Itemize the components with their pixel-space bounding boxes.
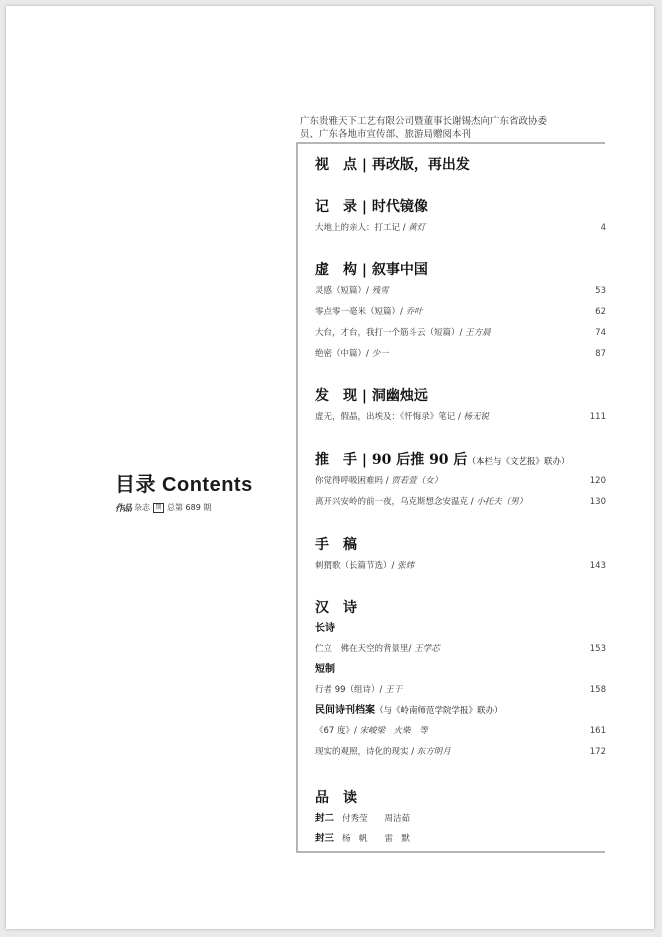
issue-number: 总第 689 期 [167, 503, 212, 512]
toc-entry[interactable]: 你觉得呼吸困难吗 / 贾若萱（女） 120 [315, 471, 607, 492]
issue-box: 期 [153, 503, 164, 513]
toc-entry[interactable]: 刺猬歌（长篇节选）/ 张炜 143 [315, 556, 607, 577]
cover-label: 封二 [315, 813, 335, 824]
toc-entry[interactable]: 灵感（短篇）/ 残雪 53 [315, 281, 607, 302]
toc-entry[interactable]: 大地上的亲人：打工记 / 黄灯 4 [315, 218, 607, 239]
section-fiction [315, 259, 607, 365]
entry-page: 120 [589, 476, 606, 486]
subsection-title: 短制 [315, 664, 335, 675]
entry-page: 143 [589, 561, 606, 571]
section-note: （本栏与《文艺报》联办） [467, 457, 570, 467]
table-of-contents [296, 142, 605, 853]
entry-page: 74 [595, 328, 606, 338]
contents-heading: 目录 Contents [115, 474, 253, 496]
entry-page: 153 [589, 644, 606, 654]
magazine-label: 杂志 [134, 503, 151, 512]
entry-author: 张炜 [397, 561, 415, 571]
entry-author: 王干 [385, 685, 403, 695]
toc-entry[interactable]: 行者 99（组诗）/ 王干 158 [315, 680, 607, 701]
entry-page: 158 [589, 685, 606, 695]
toc-entry[interactable]: 虚无，假晶，出埃及：《忏悔录》笔记 / 杨无锐 111 [315, 407, 607, 428]
section-title[interactable]: 发 现 | 洞幽烛远 [315, 388, 428, 404]
donation-note: 广东贵雅天下工艺有限公司暨董事长谢锡杰向广东省政协委员、广东各地市宣传部、旅游局赠阅本刊 [300, 116, 548, 140]
masthead [115, 468, 265, 514]
section-title[interactable]: 汉 诗 [315, 600, 357, 616]
cover-names: 付秀莹 周洁茹 [342, 814, 411, 824]
subsection-title: 长诗 [315, 623, 335, 634]
section-manuscript [315, 534, 607, 577]
entry-page: 53 [595, 286, 606, 296]
entry-author: 黄灯 [408, 223, 426, 233]
entry-author: 杨无锐 [463, 412, 490, 422]
section-title[interactable]: 视 点 | 再改版，再出发 [315, 157, 470, 173]
toc-entry[interactable]: 绝密（中篇）/ 少一 87 [315, 344, 607, 365]
entry-author: 乔叶 [405, 307, 423, 317]
section-promoter [315, 449, 607, 513]
entry-author: 贾若萱（女） [391, 476, 443, 486]
cover-three-line [315, 829, 607, 849]
entry-page: 161 [589, 726, 606, 736]
entry-page: 130 [589, 497, 606, 507]
cover-two-line [315, 809, 607, 829]
section-record [315, 196, 607, 239]
entry-author: 少一 [371, 349, 389, 359]
subsection-note: （与《岭南师范学院学报》联办） [375, 706, 503, 716]
cover-label: 封三 [315, 833, 335, 844]
toc-entry[interactable]: 伫立 佛在天空的背景里/ 王学芯 153 [315, 639, 607, 660]
magazine-logo: 作品 [115, 504, 132, 514]
section-title[interactable]: 虚 构 | 叙事中国 [315, 262, 428, 278]
entry-author: 王方晨 [465, 328, 491, 338]
section-poetry [315, 597, 607, 763]
section-viewpoint [315, 154, 607, 176]
entry-author: 王学芯 [414, 644, 440, 654]
section-title[interactable]: 手 稿 [315, 537, 357, 553]
section-title[interactable]: 品 读 [315, 790, 357, 806]
entry-page: 87 [595, 349, 606, 359]
entry-author: 残雪 [371, 286, 389, 296]
entry-page: 62 [595, 307, 606, 317]
issue-info [115, 501, 265, 514]
toc-entry[interactable]: 离开兴安岭的前一夜，乌克斯想念安温克 / 小托夫（男） 130 [315, 492, 607, 513]
subsection-title: 民间诗刊档案 [315, 705, 375, 716]
cover-names: 杨 帆 雷 默 [342, 834, 411, 844]
entry-page: 172 [589, 747, 606, 757]
section-title-row[interactable] [315, 449, 607, 471]
section-discovery [315, 385, 607, 428]
toc-entry[interactable]: 零点零一毫米（短篇）/ 乔叶 62 [315, 302, 607, 323]
entry-author: 东方明月 [416, 747, 451, 757]
section-title: 推 手 | 90 后推 90 后 [315, 452, 468, 468]
toc-entry[interactable]: 《67 度》/ 宋峻梁 火柴 等 161 [315, 721, 607, 742]
entry-author: 小托夫（男） [476, 497, 528, 507]
entry-author: 宋峻梁 火柴 等 [359, 726, 428, 736]
entry-page: 111 [589, 412, 606, 422]
section-review [315, 787, 607, 849]
subsection-title-row [315, 701, 607, 721]
entry-page: 4 [600, 223, 606, 233]
toc-entry[interactable]: 大台，才台，我打一个筋斗云（短篇）/ 王方晨 74 [315, 323, 607, 344]
section-title[interactable]: 记 录 | 时代镜像 [315, 199, 428, 215]
toc-entry[interactable]: 现实的观照，诗化的现实 / 东方明月 172 [315, 742, 607, 763]
